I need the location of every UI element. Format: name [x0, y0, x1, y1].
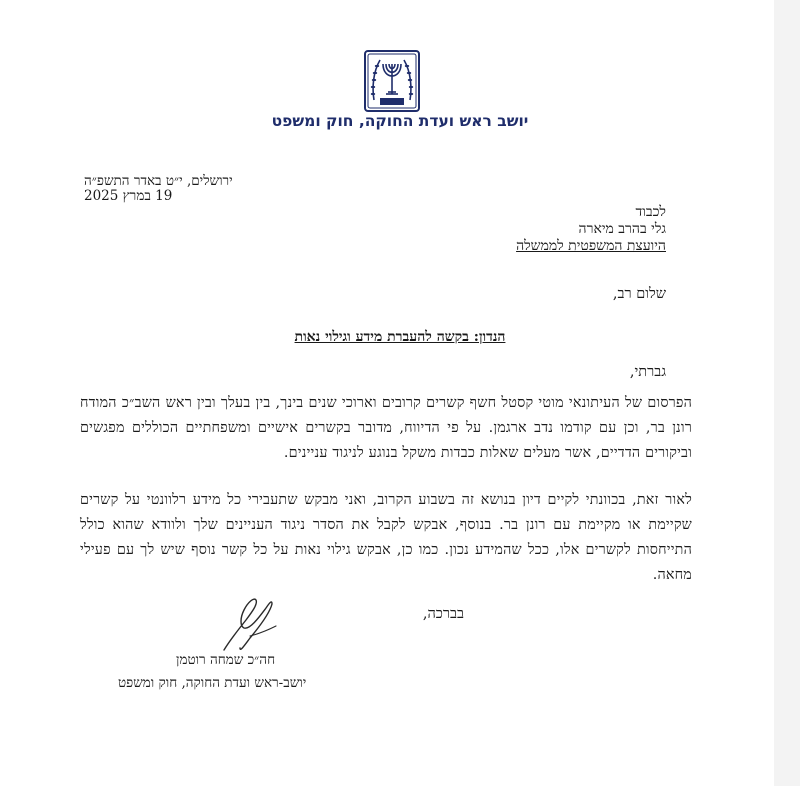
signatory-role: יושב-ראש ועדת החוקה, חוק ומשפט — [118, 675, 307, 691]
recipient-title: היועצת המשפטית לממשלה — [516, 238, 666, 254]
signatory-name: חה״כ שמחה רוטמן — [176, 652, 276, 668]
recipient-honorific: לכבוד — [635, 204, 666, 220]
letterhead-title: יושב ראש ועדת החוקה, חוק ומשפט — [271, 112, 529, 130]
salutation: גברתי, — [629, 364, 666, 380]
menorah-emblem-icon — [364, 50, 420, 112]
hebrew-date: ירושלים, י״ט באדר התשפ״ה — [84, 173, 233, 189]
gregorian-date: 19 במרץ 2025 — [84, 188, 173, 204]
greeting: שלום רב, — [612, 286, 666, 302]
body-paragraph-2: לאור זאת, בכוונתי לקיים דיון בנושא זה בשבוע הקרוב, ואני מבקש שתעבירי כל מידע רלוונטי על קשרים שקיימת או מקיימת עם רונן בר. בנוסף, אבקש לקבל את הסדר ניגוד העניינים שלך ולוודא שהוא כולל התייחסות לקשרים אלו, ככל שהמידע נכון. כמו כן, אבקש גילוי נאות על כל קשר נוסף שיש לך עם פעילי מחאה. — [80, 492, 692, 583]
date-block — [84, 174, 264, 204]
page-edge-strip — [774, 0, 800, 786]
recipient-block — [516, 204, 666, 255]
recipient-name: גלי בהרב מיארה — [578, 221, 666, 237]
handwritten-signature — [210, 596, 290, 654]
body-paragraph-1: הפרסום של העיתונאי מוטי קסטל חשף קשרים קרובים וארוכי שנים בינך, בין בעלך ובין ראש השב״כ המודח רונן בר, וכן עם קודמו נדב ארגמן. על פי הדיווח, מדובר בקשרים אישיים ומשפחתיים הכוללים מפגשים וביקורים הדדיים, אשר מעלים שאלות כבדות משקל בנוגע לניגוד עניינים. — [80, 395, 692, 461]
subject-line: הנדון: בקשה להעברת מידע וגילוי נאות — [294, 329, 506, 345]
closing: בברכה, — [422, 606, 464, 622]
